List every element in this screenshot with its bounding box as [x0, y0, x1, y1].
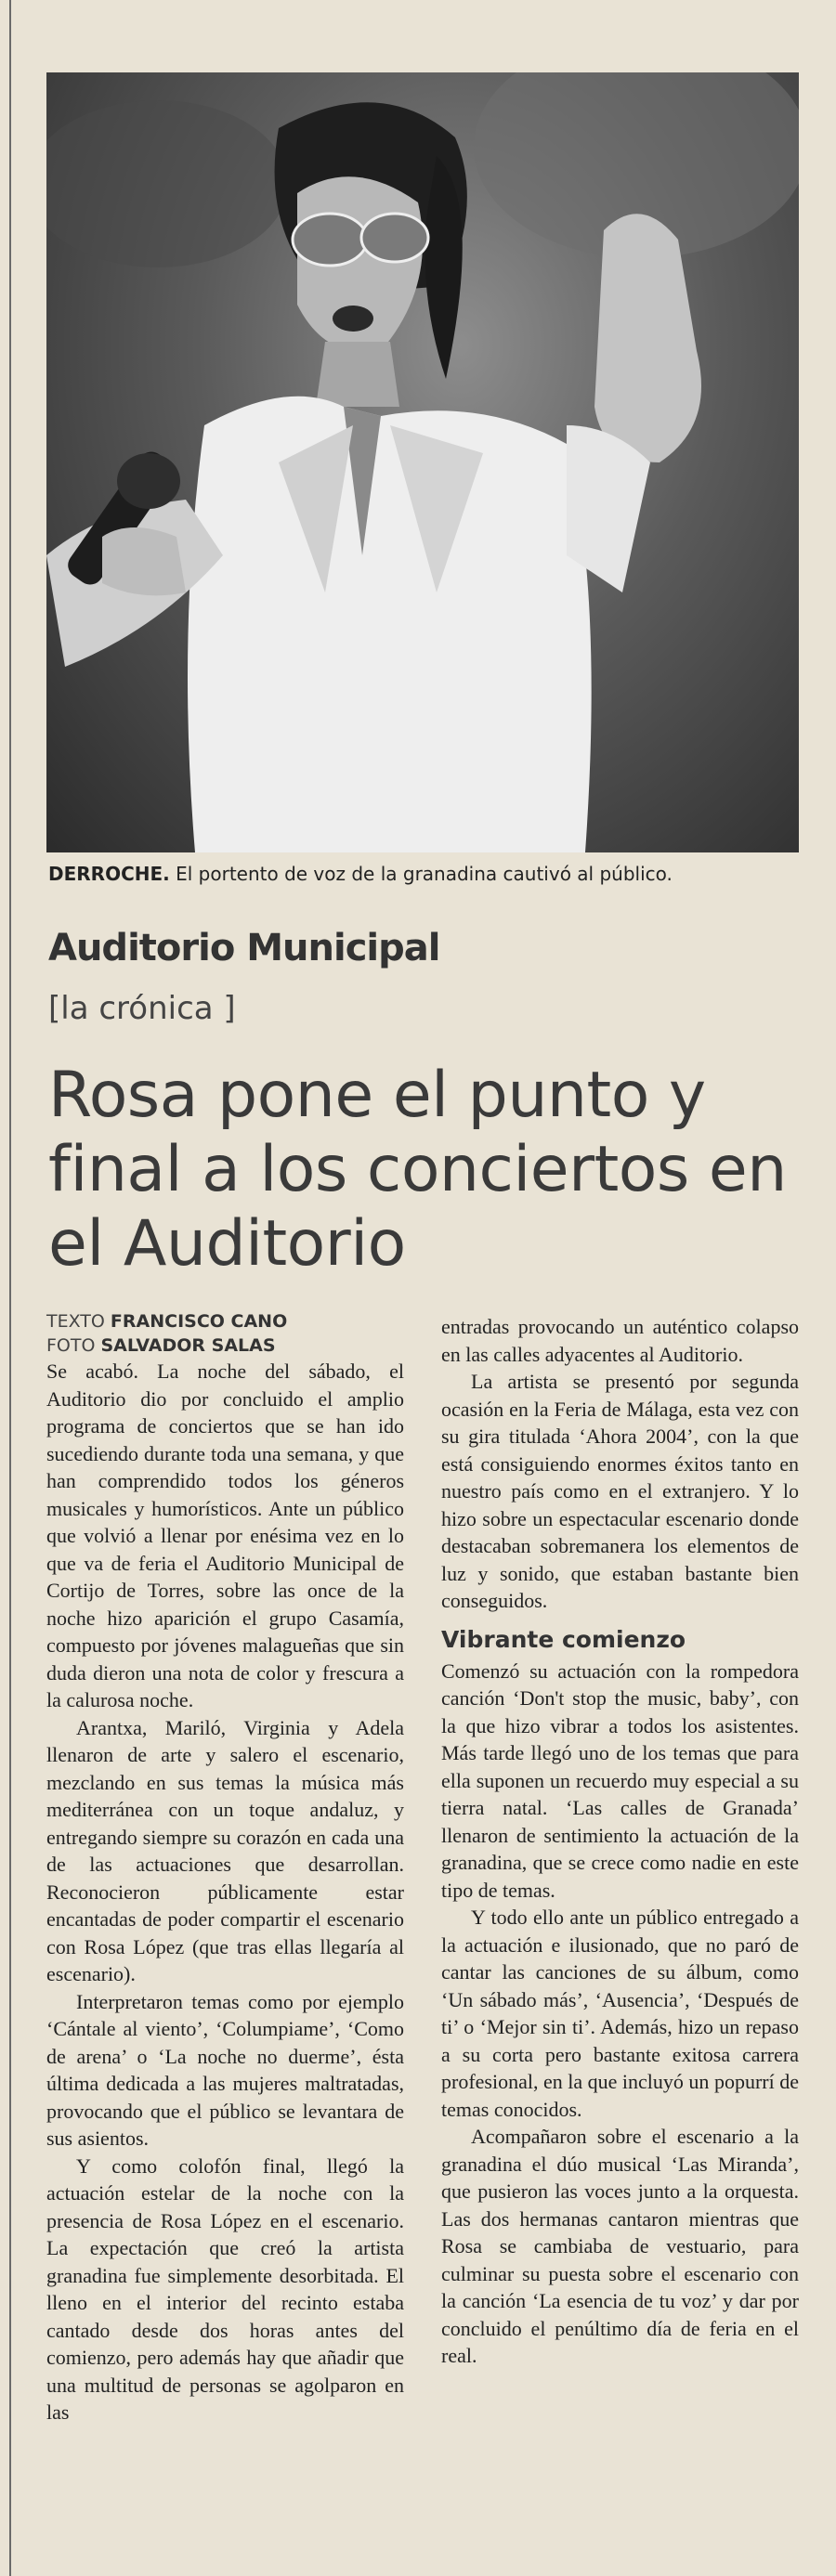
- byline-photo: [46, 1334, 404, 1358]
- article-column-left: [46, 1309, 404, 2426]
- byline-text: [46, 1309, 404, 1334]
- paragraph: Se acabó. La noche del sábado, el Auditorio dio por concluido el amplio programa de conciertos que se han ido sucediendo durante toda una semana, y que han comprendido todos los géneros musicales y humorísticos. Ante un público que volvió a llenar por enésima vez en lo que va de feria el Auditorio Municipal de Cortijo de Torres, sobre las once de la noche hizo aparición el grupo Casamía, compuesto por jóvenes malagueñas que sin duda dieron una nota de color y frescura a la calurosa noche.: [46, 1360, 404, 1711]
- caption-lead: DERROCHE.: [48, 863, 170, 885]
- credit-photo-author: SALVADOR SALAS: [100, 1335, 276, 1356]
- article-headline: Rosa pone el punto y final a los conciertos en el Auditorio: [48, 1059, 787, 1281]
- paragraph: Comenzó su actuación con la rompedora canción ‘Don't stop the music, baby’, con la que hizo vibrar a todos los asistentes. Más tarde llegó uno de los temas que para ella suponen un recuerdo muy especial a su tierra natal. ‘Las calles de Granada’ llenaron de sentimiento la actuación de la granadina, que se crece como nadie en este tipo de temas.: [441, 1659, 799, 1902]
- credit-text-author: FRANCISCO CANO: [110, 1311, 288, 1332]
- paragraph: entradas provocando un auténtico colapso en las calles adyacentes al Auditorio.: [441, 1315, 799, 1366]
- paragraph: Acompañaron sobre el escenario a la granadina el dúo musical ‘Las Miranda’, que pusieron las voces junto a la orquesta. Las dos hermanas cantaron mientras que Rosa se cambiaba de vestuario, para culminar su puesta sobre el escenario con la canción ‘La esencia de tu voz’ y dar por concluido el penúltimo día de feria en el real.: [441, 2125, 799, 2367]
- caption-text: El portento de voz de la granadina cautivó al público.: [176, 863, 673, 885]
- article-subhead: Vibrante comienzo: [441, 1625, 686, 1653]
- paragraph: La artista se presentó por segunda ocasión en la Feria de Málaga, esta vez con su gira titulada ‘Ahora 2004’, con la que está consiguiendo enormes éxitos tanto en nuestro país como en el extranjero. Y lo hizo sobre un espectacular escenario donde destacaban sobremanera los elementos de luz y sonido, que estaban bastante bien conseguidos.: [441, 1370, 799, 1612]
- photo-caption: [48, 863, 801, 885]
- paragraph: Y como colofón final, llegó la actuación estelar de la noche con la presencia de Rosa López en el escenario. La expectación que creó la artista granadina fue simplemente desorbitada. El lleno en el interior del recinto estaba cantado desde dos horas antes del comienzo, pero además hay que añadir que una multitud de personas se agolparon en las: [46, 2153, 404, 2424]
- paragraph: Arantxa, Mariló, Virginia y Adela llenaron de arte y salero el escenario, mezclando en sus temas la música más mediterránea con un toque andaluz, y entregando siempre su corazón en cada una de las actuaciones que desarrollan. Reconocieron públicamente estar encantadas de poder compartir el escenario con Rosa López (que tras ellas llegaría al escenario).: [46, 1715, 404, 1985]
- column-rule: [9, 0, 11, 2576]
- section-title: Auditorio Municipal: [48, 927, 440, 969]
- singer-illustration: [46, 72, 799, 852]
- paragraph: Y todo ello ante un público entregado a la actuación e ilusionado, que no paró de cantar las canciones de su álbum, como ‘Un sábado más’, ‘Ausencia’, ‘Después de ti’ o ‘Mejor sin ti’. Además, hizo un repaso a su corta pero bastante exitosa carrera profesional, en la que incluyó un popurrí de temas conocidos.: [441, 1906, 799, 2121]
- article-column-right: [441, 1313, 799, 2370]
- section-subtitle: [la crónica ]: [48, 990, 236, 1027]
- credit-photo-label: FOTO: [46, 1335, 96, 1356]
- credit-text-label: TEXTO: [46, 1311, 105, 1332]
- paragraph: Interpretaron temas como por ejemplo ‘Cántale al viento’, ‘Columpiame’, ‘Como de arena’ o ‘La noche no duerme’, ésta última dedicada a las mujeres maltratadas, provocando que el público se levantara de sus asientos.: [46, 1989, 404, 2150]
- concert-photo: [46, 72, 799, 852]
